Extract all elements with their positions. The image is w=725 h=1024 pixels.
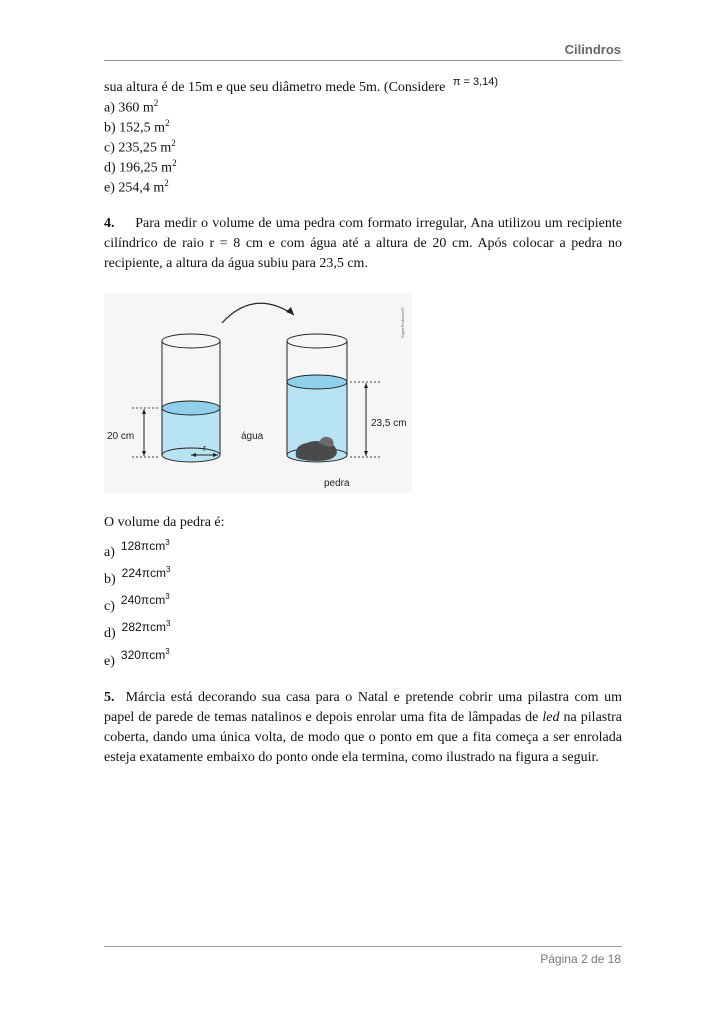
- q4-statement: [104, 214, 622, 274]
- footer-divider: [104, 946, 622, 947]
- page-header-title: Cilindros: [564, 42, 621, 57]
- q4-option-b: b) 224πcm$^3$: [104, 565, 171, 587]
- cylinders-figure: [104, 293, 412, 493]
- q3-pi-note: π = 3,14): [452, 76, 499, 88]
- q5-text-before: Márcia está decorando sua casa para o Natal e pretende cobrir uma pilastra com um papel de parede de temas natalinos e depois enrolar uma fita de lâmpadas de: [104, 690, 622, 725]
- left-height-label: 20 cm: [107, 431, 135, 442]
- q3-option-e: e) 254,4 $m^2$: [104, 178, 169, 196]
- water-label: água: [241, 431, 264, 442]
- q4-option-d: d) 282πcm$^3$: [104, 619, 171, 641]
- q5-text-after: na pilastra coberta, dando uma única volta, de modo que o ponto em que a fita começa a ser enrolada esteja exatamente embaixo do ponto onde ela termina, como ilustrado na figura a seguir.: [104, 710, 622, 765]
- q3-option-c: c) 235,25 $m^2$: [104, 138, 176, 156]
- q3-intro-text: sua altura é de 15m e que seu diâmetro mede 5m. (Considere: [104, 80, 446, 95]
- header-divider: [104, 60, 622, 61]
- radius-label: r: [203, 443, 206, 453]
- figure-credit: SuperProfessor®: [400, 307, 405, 338]
- q3-option-b: b) 152,5 $m^2$: [104, 118, 170, 136]
- stone-label: pedra: [324, 478, 350, 489]
- q4-number: 4.: [104, 216, 115, 231]
- q4-text: Para medir o volume de uma pedra com formato irregular, Ana utilizou um recipiente cilíndrico de raio r = 8 cm e com água até a altura de 20 cm. Após colocar a pedra no recipiente, a altura da água subiu para 23,5 cm.: [104, 216, 623, 271]
- q3-option-a: a) 360 $m^2$: [104, 98, 159, 116]
- q5-text-italic: led: [542, 710, 560, 725]
- q4-option-a: a) 128πcm$^3$: [104, 538, 170, 560]
- page-number: Página 2 de 18: [540, 952, 621, 966]
- right-height-label: 23,5 cm: [371, 418, 407, 429]
- q4-question: O volume da pedra é:: [104, 515, 225, 530]
- q5-statement: [104, 688, 622, 768]
- q5-number: 5.: [104, 690, 115, 705]
- q4-option-e: e) 320πcm$^3$: [104, 647, 170, 669]
- q3-intro: [104, 78, 498, 98]
- q3-option-d: d) 196,25 $m^2$: [104, 158, 177, 176]
- q4-option-c: c) 240πcm$^3$: [104, 592, 170, 614]
